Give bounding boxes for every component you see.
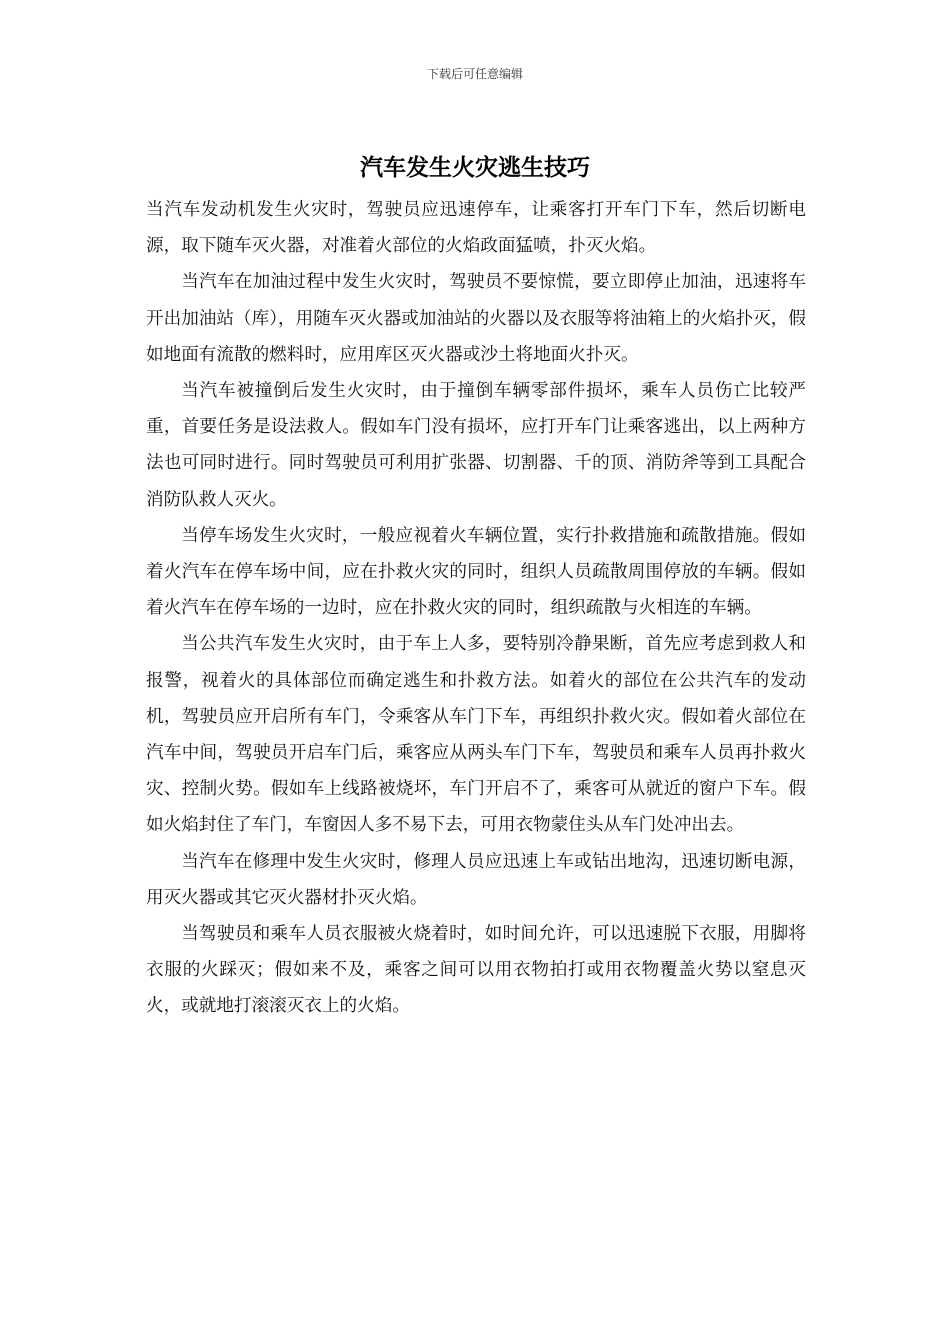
paragraph-engine-fire: 当汽车发动机发生火灾时，驾驶员应迅速停车，让乘客打开车门下车，然后切断电源，取下随车灭火器，对准着火部位的火焰政面猛喷，扑灭火焰。 bbox=[146, 200, 806, 257]
document-body bbox=[146, 192, 806, 1025]
paragraph-parking-lot-fire: 当停车场发生火灾时，一般应视着火车辆位置，实行扑救措施和疏散措施。假如着火汽车在停车场中间，应在扑救火灾的同时，组织人员疏散周围停放的车辆。假如着火汽车在停车场的一边时，应在扑救火灾的同时，组织疏散与火相连的车辆。 bbox=[146, 525, 806, 619]
paragraph-bus-fire: 当公共汽车发生火灾时，由于车上人多，要特别冷静果断，首先应考虑到救人和报警，视着火的具体部位而确定逃生和扑救方法。如着火的部位在公共汽车的发动机，驾驶员应开启所有车门，令乘客从车门下车，再组织扑救火灾。假如着火部位在汽车中间，驾驶员开启车门后，乘客应从两头车门下车，驾驶员和乘车人员再扑救火灾、控制火势。假如车上线路被烧坏，车门开启不了，乘客可从就近的窗户下车。假如火焰封住了车门，车窗因人多不易下去，可用衣物蒙住头从车门处冲出去。 bbox=[146, 634, 806, 836]
paragraph-refueling-fire: 当汽车在加油过程中发生火灾时，驾驶员不要惊慌，要立即停止加油，迅速将车开出加油站（库），用随车灭火器或加油站的火器以及衣服等将油箱上的火焰扑灭，假如地面有流散的燃料时，应用库区灭火器或沙土将地面火扑灭。 bbox=[146, 272, 806, 365]
header-note: 下载后可任意编辑 bbox=[426, 67, 523, 81]
document-title: 汽车发生火灾逃生技巧 bbox=[360, 154, 590, 181]
paragraph-repair-fire: 当汽车在修理中发生火灾时，修理人员应迅速上车或钻出地沟，迅速切断电源，用灭火器或其它灭火器材扑灭火焰。 bbox=[146, 851, 806, 908]
paragraph-collision-fire: 当汽车被撞倒后发生火灾时，由于撞倒车辆零部件损坏，乘车人员伤亡比较严重，首要任务是设法救人。假如车门没有损坏，应打开车门让乘客逃出，以上两种方法也可同时进行。同时驾驶员可利用扩张器、切割器、千的顶、消防斧等到工具配合消防队救人灭火。 bbox=[146, 381, 806, 510]
paragraph-clothing-fire: 当驾驶员和乘车人员衣服被火烧着时，如时间允许，可以迅速脱下衣服，用脚将衣服的火踩灭；假如来不及，乘客之间可以用衣物拍打或用衣物覆盖火势以窒息灭火，或就地打滚滚灭衣上的火焰。 bbox=[146, 924, 806, 1017]
